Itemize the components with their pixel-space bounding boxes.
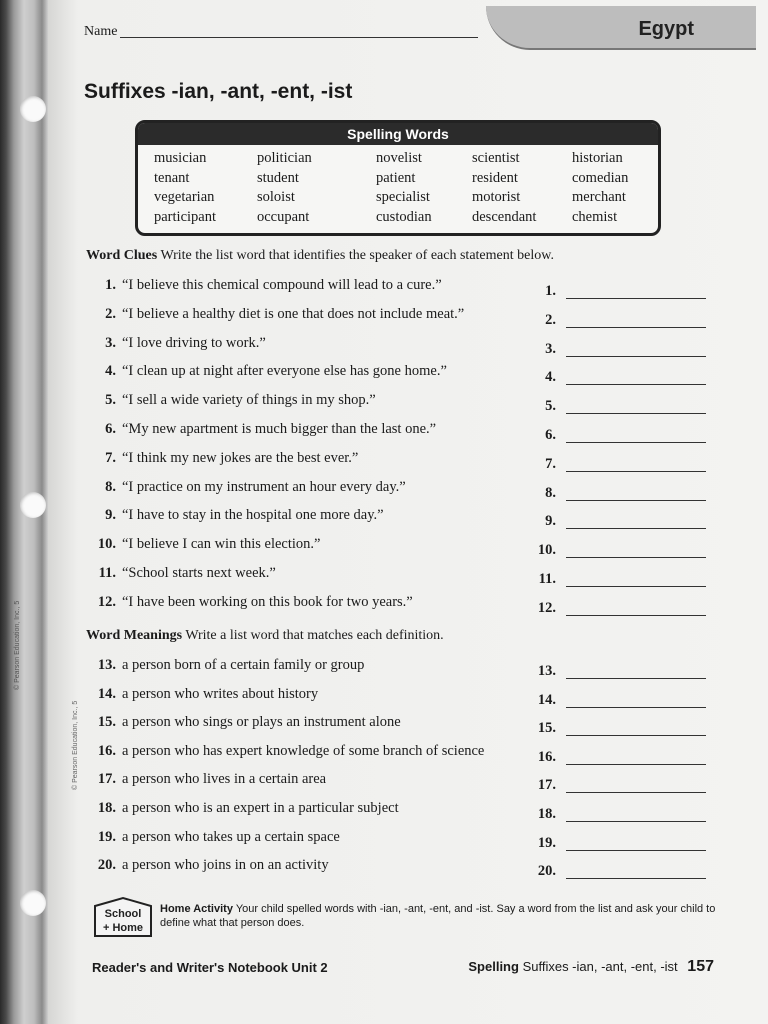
answer-blank[interactable] [566,678,706,679]
answer-blank[interactable] [566,413,706,414]
answer-blank[interactable] [566,298,706,299]
footer-section-label: Spelling [468,959,519,974]
spelling-word: merchant [572,189,626,205]
answer-number: 1. [545,283,556,299]
spelling-column [257,149,312,227]
page-title: Suffixes -ian, -ant, -ent, -ist [84,80,353,103]
question-text: “I think my new jokes are the best ever.” [122,449,359,466]
answer-blank[interactable] [566,586,706,587]
logo-text-home: + Home [102,922,144,934]
logo-text-school: School [104,908,142,920]
answer-number: 16. [537,748,556,765]
question-text: “School starts next week.” [122,565,276,581]
spelling-word: participant [154,208,217,225]
spelling-word: motorist [472,189,521,205]
word-meanings-instruction [86,628,444,644]
spelling-word: soloist [257,189,295,205]
answer-number: 12. [537,599,556,616]
answer-number: 20. [537,863,556,880]
spelling-word: novelist [376,150,422,166]
answer-number: 8. [545,484,556,501]
answer-number: 17. [537,777,556,794]
question-number: 8. [105,478,116,495]
answer-blank[interactable] [566,500,706,501]
question-number: 2. [105,305,116,322]
spelling-word: politician [257,150,312,166]
page-number: 157 [687,958,714,975]
question-item [92,829,340,846]
answer-blank[interactable] [566,707,706,708]
question-item [92,800,399,817]
answer-number: 6. [545,427,556,443]
answer-number: 14. [537,691,556,708]
question-item [92,536,320,553]
answer-blank[interactable] [566,327,706,328]
home-activity-label: Home Activity [160,903,233,915]
question-number: 12. [97,593,116,610]
spelling-column [376,149,432,227]
question-item [92,743,484,760]
question-number: 6. [105,421,116,437]
question-number: 7. [105,449,116,466]
spelling-word: vegetarian [154,189,215,205]
answer-blank[interactable] [566,528,706,529]
word-clues-heading: Word Clues [86,248,158,263]
copyright-text: © Pearson Education, Inc., 5 [14,600,21,690]
footer-page-info [468,958,714,976]
name-line[interactable] [120,37,478,38]
question-item [92,450,358,467]
answer-number: 10. [537,542,556,559]
question-number: 3. [105,334,116,351]
question-number: 14. [97,685,116,702]
footer-section-text: Suffixes -ian, -ant, -ent, -ist [522,959,678,974]
spelling-word: occupant [257,208,310,225]
question-text: a person who joins in on an activity [122,857,329,874]
question-item [92,363,447,380]
spelling-word: musician [154,150,207,166]
question-number: 4. [105,363,116,380]
answer-number: 11. [538,571,556,587]
question-number: 1. [105,277,116,293]
question-item [92,421,436,438]
question-number: 17. [97,771,116,788]
answer-number: 15. [537,720,556,737]
word-meanings-heading: Word Meanings [86,628,183,643]
question-number: 15. [97,714,116,731]
question-item [92,594,413,611]
answer-blank[interactable] [566,878,706,879]
spelling-column [154,149,216,227]
question-number: 9. [105,507,116,524]
answer-number: 7. [545,455,556,472]
question-item [92,657,364,674]
answer-number: 18. [537,806,556,822]
spelling-word: historian [572,150,623,166]
question-item [92,392,376,409]
name-label: Name [84,24,118,39]
answer-number: 5. [545,398,556,415]
question-text: a person born of a certain family or group [122,657,365,673]
question-text: a person who sings or plays an instrument alone [122,714,401,731]
spelling-column [572,149,628,227]
question-text: a person who has expert knowledge of some branch of science [122,742,485,759]
spelling-word: custodian [376,208,432,225]
answer-number: 13. [537,663,556,679]
spelling-word: scientist [472,150,520,166]
question-text: “I believe a healthy diet is one that does not include meat.” [122,305,465,322]
answer-blank[interactable] [566,471,706,472]
question-number: 10. [97,536,116,553]
question-text: “I practice on my instrument an hour every day.” [122,478,406,495]
question-number: 19. [97,828,116,845]
spelling-word: specialist [376,189,430,205]
question-text: “My new apartment is much bigger than the last one.” [122,421,437,437]
answer-blank[interactable] [566,735,706,736]
answer-number: 4. [545,369,556,386]
question-text: “I sell a wide variety of things in my shop.” [122,392,376,409]
question-text: “I believe this chemical compound will lead to a cure.” [122,277,442,293]
answer-number: 2. [545,311,556,328]
question-item [92,565,276,582]
spelling-word: descendant [472,208,537,225]
footer-notebook-title: Reader's and Writer's Notebook Unit 2 [92,960,328,975]
answer-blank[interactable] [566,384,706,385]
answer-blank[interactable] [566,792,706,793]
answer-blank[interactable] [566,615,706,616]
question-text: a person who writes about history [122,685,319,702]
answer-blank[interactable] [566,821,706,822]
question-item [92,686,318,703]
word-clues-instruction [86,248,554,264]
spelling-word: chemist [572,208,618,225]
spelling-column [472,149,536,227]
spelling-word: tenant [154,169,190,186]
question-item [92,714,401,731]
answer-blank[interactable] [566,557,706,558]
spelling-word: patient [376,169,416,186]
spelling-word: student [257,169,299,186]
question-number: 20. [97,857,116,874]
question-number: 13. [97,657,116,673]
question-number: 18. [97,800,116,816]
home-activity-text: Your child spelled words with -ian, -ant, -ent, and -ist. Say a word from the list and ask your child to define what that person does. [160,903,716,929]
answer-number: 19. [537,834,556,851]
spelling-words-box [135,120,661,236]
question-text: “I clean up at night after everyone else has gone home.” [122,363,447,380]
question-number: 16. [97,742,116,759]
spelling-words-heading: Spelling Words [138,123,658,145]
word-meanings-text: Write a list word that matches each definition. [185,628,444,643]
question-item [92,277,442,294]
binder-hole [20,96,46,122]
question-number: 5. [105,392,116,409]
answer-number: 9. [545,513,556,530]
answer-blank[interactable] [566,356,706,357]
unit-tab-title: Egypt [638,18,694,40]
school-home-logo [92,896,154,938]
binder-hole [20,890,46,916]
answer-blank[interactable] [566,442,706,443]
question-text: a person who is an expert in a particular subject [122,800,399,816]
spelling-word: comedian [572,169,629,186]
question-item [92,771,326,788]
spelling-word: resident [472,169,518,186]
question-item [92,479,406,496]
question-number: 11. [98,565,116,581]
question-text: “I have been working on this book for two years.” [122,593,413,610]
question-item [92,507,384,524]
copyright-text: © Pearson Education, Inc., 5 [72,700,79,790]
question-text: “I love driving to work.” [122,334,266,351]
unit-tab [486,6,756,50]
binder-hole [20,492,46,518]
answer-number: 3. [545,340,556,357]
question-text: a person who lives in a certain area [122,771,327,788]
spelling-words-grid [138,149,658,229]
question-item [92,857,329,874]
question-item [92,335,266,352]
question-text: a person who takes up a certain space [122,828,340,845]
question-text: “I have to stay in the hospital one more day.” [122,507,384,524]
question-item [92,306,464,323]
word-clues-text: Write the list word that identifies the speaker of each statement below. [160,248,554,263]
home-activity-note [160,902,720,930]
answer-blank[interactable] [566,764,706,765]
question-text: “I believe I can win this election.” [122,536,321,553]
answer-blank[interactable] [566,850,706,851]
